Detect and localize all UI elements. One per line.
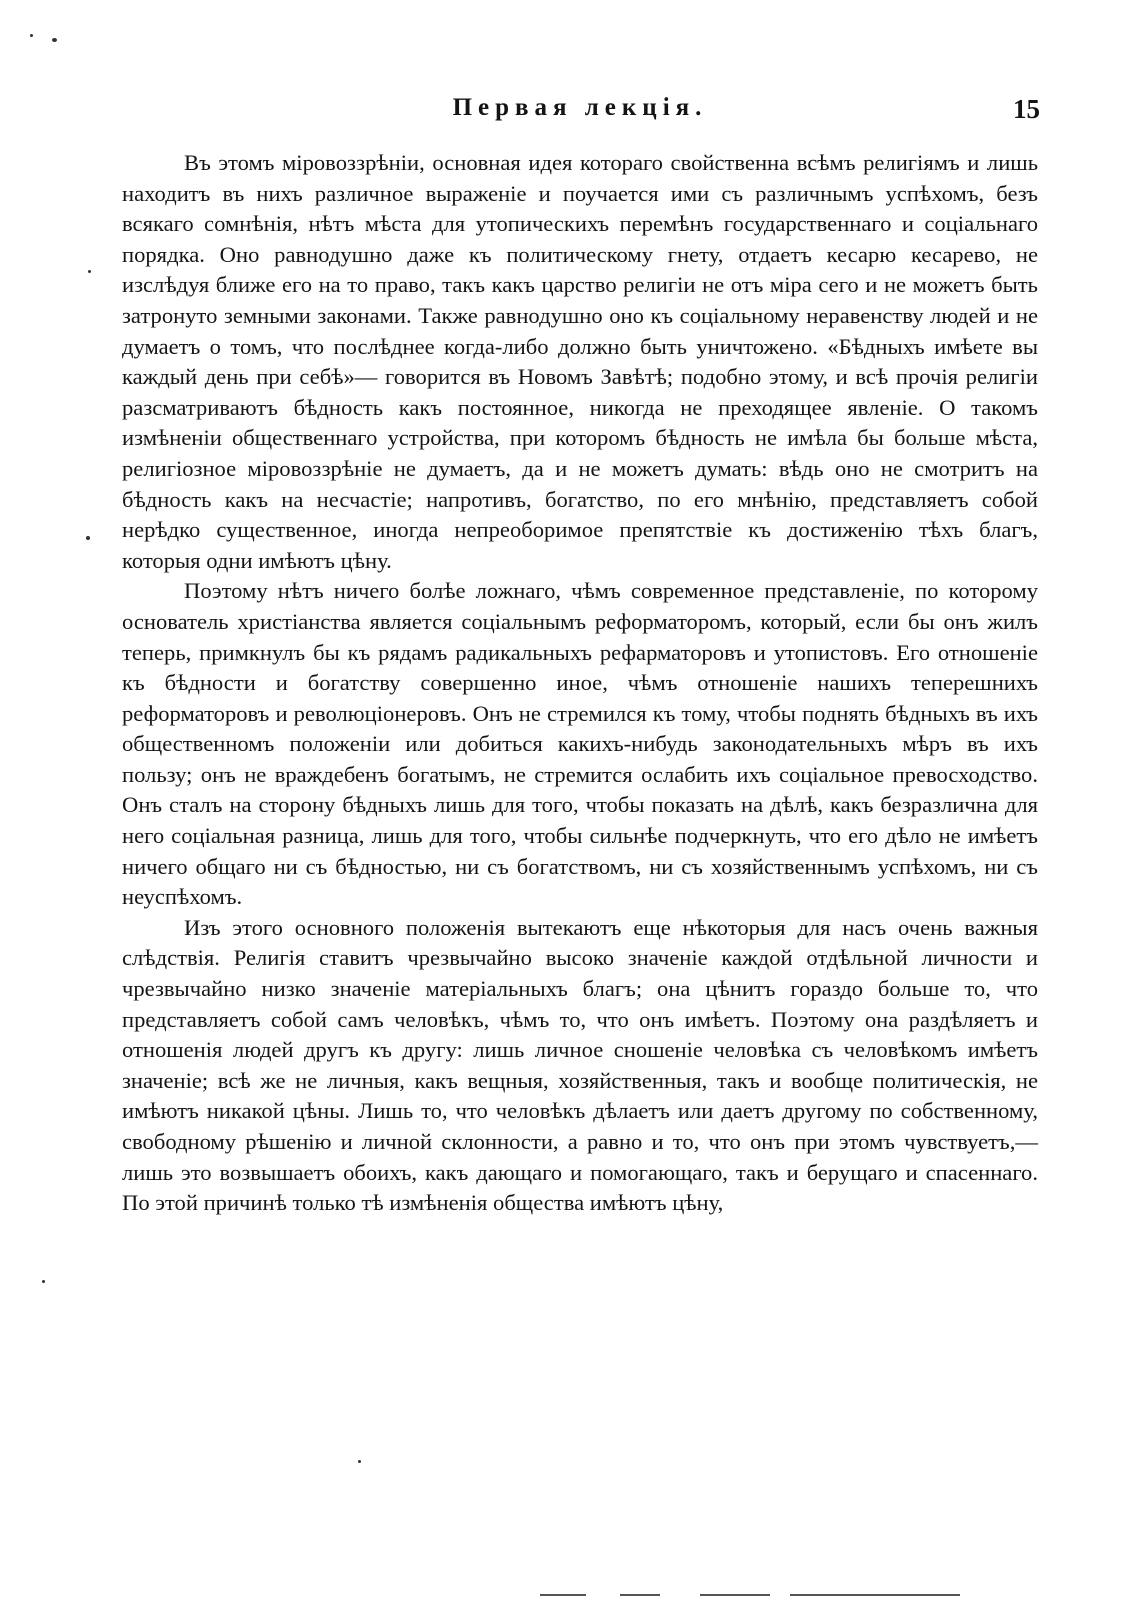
- scan-edge-mark: [540, 1594, 586, 1596]
- paragraph-1: Въ этомъ міровоззрѣніи, основная идея котораго свойственна всѣмъ религіямъ и лишь находитъ въ нихъ различное выраженіе и поучается ими съ различнымъ успѣхомъ, безъ всякаго сомнѣнія, нѣтъ мѣста для утопическихъ перемѣнъ государственнаго и соціальнаго порядка. Оно равнодушно даже къ политическому гнету, отдаетъ кесарю кесарево, не изслѣдуя ближе его на то право, такъ какъ царство религіи не отъ міра сего и не можетъ быть затронуто земными законами. Также равнодушно оно къ соціальному неравенству людей и не думаетъ о томъ, что послѣднее когда-либо должно быть уничтожено. «Бѣдныхъ имѣете вы каждый день при себѣ»— говорится въ Новомъ Завѣтѣ; подобно этому, и всѣ прочія религіи разсматриваютъ бѣдность какъ постоянное, никогда не преходящее явленіе. О такомъ измѣненіи общественнаго устройства, при которомъ бѣдность не имѣла бы больше мѣста, религіозное міровоззрѣніе не думаетъ, да и не можетъ думать: вѣдь оно не смотритъ на бѣдность какъ на несчастіе; напротивъ, богатство, по его мнѣнію, представляетъ собой нерѣдко существенное, иногда непреоборимое препятствіе къ достиженію тѣхъ благъ, которыя одни имѣютъ цѣну.: [122, 150, 1038, 573]
- scan-speck: [42, 1280, 45, 1283]
- scan-speck: [86, 536, 90, 540]
- paragraph-2: Поэтому нѣтъ ничего болѣе ложнаго, чѣмъ современное представленіе, по которому основатель христіанства является соціальнымъ реформаторомъ, который, если бы онъ жилъ теперь, примкнулъ бы къ рядамъ радикальныхъ рефарматоровъ и утопистовъ. Его отношеніе къ бѣдности и богатству совершенно иное, чѣмъ отношеніе нашихъ теперешнихъ реформаторовъ и революціонеровъ. Онъ не стремился къ тому, чтобы поднять бѣдныхъ въ ихъ общественномъ положеніи или добиться какихъ-нибудь законодательныхъ мѣръ въ ихъ пользу; онъ не враждебенъ богатымъ, не стремится ослабить ихъ соціальное превосходство. Онъ сталъ на сторону бѣдныхъ лишь для того, чтобы показать на дѣлѣ, какъ безразлична для него соціальная разница, лишь для того, чтобы сильнѣе подчеркнуть, что его дѣло не имѣетъ ничего общаго ни съ бѣдностью, ни съ богатствомъ, ни съ хозяйственнымъ успѣхомъ, ни съ неуспѣхомъ.: [122, 578, 1038, 910]
- scan-speck: [52, 38, 57, 42]
- paragraph-3: Изъ этого основного положенія вытекаютъ еще нѣкоторыя для насъ очень важныя слѣдствія. Религія ставитъ чрезвычайно высоко значеніе каждой отдѣльной личности и чрезвычайно низко значеніе матеріальныхъ благъ; она цѣнитъ гораздо больше то, что представляетъ собой самъ человѣкъ, чѣмъ то, что онъ имѣетъ. Поэтому она раздѣляетъ и отношенія людей другъ къ другу: лишь личное сношеніе человѣка съ человѣкомъ имѣетъ значеніе; всѣ же не личныя, какъ вещныя, хозяйственныя, такъ и вообще политическія, не имѣютъ никакой цѣны. Лишь то, что человѣкъ дѣлаетъ или даетъ другому по собственному, свободному рѣшенію и личной склонности, а равно и то, что онъ при этомъ чувствуетъ,—лишь это возвышаетъ обоихъ, какъ дающаго и помогающаго, такъ и берущаго и спасеннаго. По этой причинѣ только тѣ измѣненія общества имѣютъ цѣну,: [122, 914, 1038, 1216]
- page-number: 15: [1013, 94, 1040, 124]
- scan-speck: [30, 34, 33, 37]
- scan-speck: [358, 1460, 361, 1463]
- running-head: [120, 94, 1040, 134]
- running-title: Первая лекція.: [452, 94, 708, 121]
- scan-edge-mark: [620, 1594, 660, 1596]
- scan-edge-mark: [700, 1594, 770, 1596]
- scan-edge-mark: [790, 1594, 960, 1596]
- body-text: [122, 148, 1038, 1219]
- scan-speck: [88, 270, 91, 273]
